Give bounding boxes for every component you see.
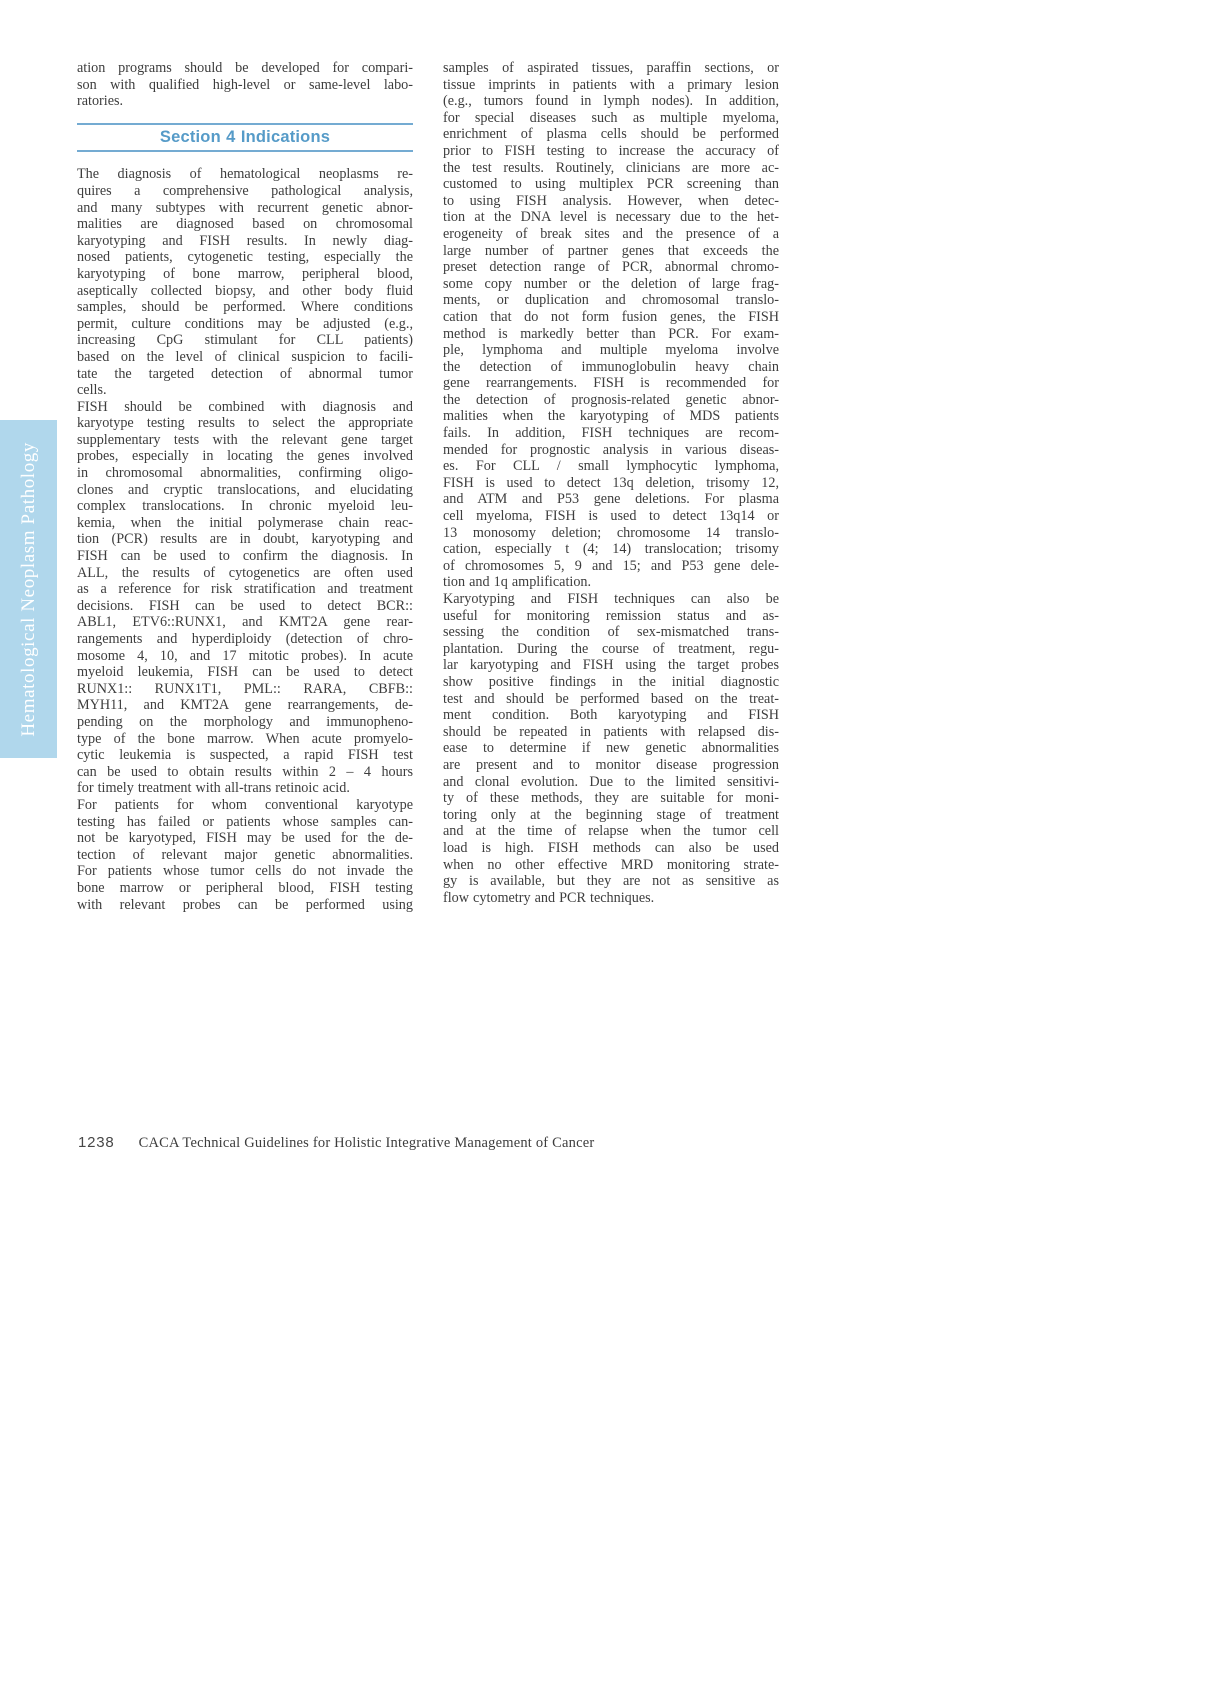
text-line: pending on the morphology and immunopheno-: [77, 713, 413, 730]
text-line: can be used to obtain results within 2 – 4 hours: [77, 763, 413, 780]
text-line: for timely treatment with all-trans retinoic acid.: [77, 780, 350, 797]
text-line: enrichment of plasma cells should be performed: [443, 126, 779, 143]
text-line: ease to determine if new genetic abnormalities: [443, 740, 779, 757]
text-line: es. For CLL / small lymphocytic lymphoma,: [443, 458, 779, 475]
text-line: large number of partner genes that exceeds the: [443, 242, 779, 259]
paragraph: [77, 166, 413, 398]
text-line: MYH11, and KMT2A gene rearrangements, de-: [77, 697, 413, 714]
text-line: testing has failed or patients whose samples can-: [77, 813, 413, 830]
text-line: mended for prognostic analysis in various diseas-: [443, 441, 779, 458]
text-line: RUNX1:: RUNX1T1, PML:: RARA, CBFB::: [77, 680, 413, 697]
text-line: FISH is used to detect 13q deletion, trisomy 12,: [443, 474, 779, 491]
text-line: cytic leukemia is suspected, a rapid FISH test: [77, 747, 413, 764]
text-line: nosed patients, cytogenetic testing, especially the: [77, 249, 413, 266]
text-line: ABL1, ETV6::RUNX1, and KMT2A gene rear-: [77, 614, 413, 631]
text-line: tissue imprints in patients with a primary lesion: [443, 76, 779, 93]
text-line: preset detection range of PCR, abnormal chromo-: [443, 259, 779, 276]
text-line: of chromosomes 5, 9 and 15; and P53 gene dele-: [443, 557, 779, 574]
text-line: cell myeloma, FISH is used to detect 13q14 or: [443, 508, 779, 525]
text-line: as a reference for risk stratification and treatment: [77, 581, 413, 598]
text-line: tection of relevant major genetic abnormalities.: [77, 846, 413, 863]
text-line: to using FISH analysis. However, when detec-: [443, 192, 779, 209]
text-line: when no other effective MRD monitoring strate-: [443, 856, 779, 873]
text-line: and many subtypes with recurrent genetic abnor-: [77, 199, 413, 216]
text-line: for special diseases such as multiple myeloma,: [443, 109, 779, 126]
text-line: The diagnosis of hematological neoplasms re-: [77, 166, 413, 183]
text-line: karyotyping and FISH results. In newly diag-: [77, 232, 413, 249]
text-line: 13 monosomy deletion; chromosome 14 translo-: [443, 524, 779, 541]
text-line: aseptically collected biopsy, and other body fluid: [77, 282, 413, 299]
text-line: ratories.: [77, 93, 124, 110]
text-line: should be repeated in patients with relapsed dis-: [443, 723, 779, 740]
text-line: ation programs should be developed for compari-: [77, 60, 413, 76]
text-line: gene rearrangements. FISH is recommended for: [443, 375, 779, 392]
text-line: For patients for whom conventional karyotype: [77, 796, 413, 813]
text-line: plantation. During the course of treatment, regu-: [443, 640, 779, 657]
text-line: customed to using multiplex PCR screening than: [443, 176, 779, 193]
text-line: quires a comprehensive pathological analysis,: [77, 182, 413, 199]
text-line: are present and to monitor disease progression: [443, 756, 779, 773]
section-heading-block: [77, 123, 413, 153]
text-line: some copy number or the deletion of large frag-: [443, 275, 779, 292]
text-line: rangements and hyperdiploidy (detection of chro-: [77, 631, 413, 647]
left-column: [77, 60, 413, 913]
text-line: based on the level of clinical suspicion to facili-: [77, 348, 413, 365]
text-line: type of the bone marrow. When acute promyelo-: [77, 730, 413, 747]
text-line: erogeneity of break sites and the presence of a: [443, 225, 779, 242]
text-line: in chromosomal abnormalities, confirming oligo-: [77, 465, 413, 482]
text-line: cation, especially t (4; 14) translocation; trisomy: [443, 541, 779, 558]
text-line: increasing CpG stimulant for CLL patients): [77, 332, 413, 349]
text-line: useful for monitoring remission status and as-: [443, 607, 779, 624]
footer-title: CACA Technical Guidelines for Holistic Integrative Management of Cancer: [138, 1135, 595, 1151]
section-heading: Section 4 Indications: [159, 127, 331, 146]
page-footer: [78, 1134, 594, 1154]
text-line: clones and cryptic translocations, and elucidating: [77, 481, 413, 498]
text-line: FISH can be used to confirm the diagnosis. In: [77, 548, 413, 565]
text-line: ALL, the results of cytogenetics are often used: [77, 564, 413, 581]
text-line: fails. In addition, FISH techniques are recom-: [443, 425, 779, 442]
text-line: samples of aspirated tissues, paraffin sections, or: [443, 60, 779, 76]
text-line: decisions. FISH can be used to detect BCR::: [77, 597, 413, 614]
text-line: karyotyping of bone marrow, peripheral blood,: [77, 265, 413, 282]
text-line: probes, especially in locating the genes involved: [77, 448, 413, 465]
text-line: cells.: [77, 382, 107, 399]
text-line: toring only at the beginning stage of treatment: [443, 806, 779, 823]
right-column: [443, 60, 779, 906]
text-line: bone marrow or peripheral blood, FISH testing: [77, 879, 413, 896]
text-line: not be karyotyped, FISH may be used for the de-: [77, 830, 413, 847]
text-line: mosome 4, 10, and 17 mitotic probes). In acute: [77, 647, 413, 664]
paragraph: [77, 797, 413, 913]
paragraph: [77, 399, 413, 797]
text-line: cation that do not form fusion genes, the FISH: [443, 308, 779, 325]
text-line: and at the time of relapse when the tumor cell: [443, 823, 779, 840]
text-line: lar karyotyping and FISH using the target probes: [443, 657, 779, 674]
text-line: ment condition. Both karyotyping and FISH: [443, 707, 779, 724]
text-line: Karyotyping and FISH techniques can also be: [443, 591, 779, 607]
text-line: test and should be performed based on the treat-: [443, 690, 779, 707]
page-number: 1238: [78, 1134, 115, 1151]
text-line: the detection of immunoglobulin heavy chain: [443, 358, 779, 375]
text-line: son with qualified high-level or same-level labo-: [77, 76, 413, 93]
text-line: kemia, when the initial polymerase chain reac-: [77, 514, 413, 531]
text-line: tion at the DNA level is necessary due to the het-: [443, 209, 779, 226]
paragraph: [443, 591, 779, 906]
text-line: load is high. FISH methods can also be used: [443, 839, 779, 856]
chapter-tab: [0, 420, 57, 758]
text-line: (e.g., tumors found in lymph nodes). In addition,: [443, 93, 779, 110]
text-line: gy is available, but they are not as sensitive as: [443, 873, 779, 890]
text-line: prior to FISH testing to increase the accuracy of: [443, 142, 779, 159]
text-line: tion (PCR) results are in doubt, karyotyping and: [77, 531, 413, 548]
text-line: permit, culture conditions may be adjusted (e.g.,: [77, 315, 413, 332]
text-line: and clonal evolution. Due to the limited sensitivi-: [443, 773, 779, 790]
chapter-tab-label: Hematological Neoplasm Pathology: [17, 441, 39, 737]
paragraph: [443, 60, 779, 591]
text-line: karyotype testing results to select the appropriate: [77, 415, 413, 432]
text-line: and ATM and P53 gene deletions. For plasma: [443, 491, 779, 508]
text-line: tate the targeted detection of abnormal tumor: [77, 365, 413, 382]
text-line: malities are diagnosed based on chromosomal: [77, 216, 413, 233]
text-line: sessing the condition of sex-mismatched trans-: [443, 624, 779, 641]
text-line: the detection of prognosis-related genetic abnor-: [443, 391, 779, 408]
text-line: myeloid leukemia, FISH can be used to detect: [77, 664, 413, 681]
text-line: complex translocations. In chronic myeloid leu-: [77, 498, 413, 515]
text-line: with relevant probes can be performed using: [77, 896, 413, 913]
text-line: the test results. Routinely, clinicians are more ac-: [443, 159, 779, 176]
text-line: tion and 1q amplification.: [443, 574, 592, 591]
paragraph: [77, 60, 413, 110]
text-line: ty of these methods, they are suitable for moni-: [443, 790, 779, 807]
text-line: malities when the karyotyping of MDS patients: [443, 408, 779, 425]
text-line: show positive findings in the initial diagnostic: [443, 673, 779, 690]
text-line: flow cytometry and PCR techniques.: [443, 889, 655, 906]
text-line: samples, should be performed. Where conditions: [77, 299, 413, 316]
text-line: ple, lymphoma and multiple myeloma involve: [443, 342, 779, 359]
text-line: ments, or duplication and chromosomal translo-: [443, 292, 779, 309]
text-line: For patients whose tumor cells do not invade the: [77, 863, 413, 880]
text-line: supplementary tests with the relevant gene target: [77, 431, 413, 448]
text-line: FISH should be combined with diagnosis and: [77, 398, 413, 415]
text-line: method is markedly better than PCR. For exam-: [443, 325, 779, 342]
